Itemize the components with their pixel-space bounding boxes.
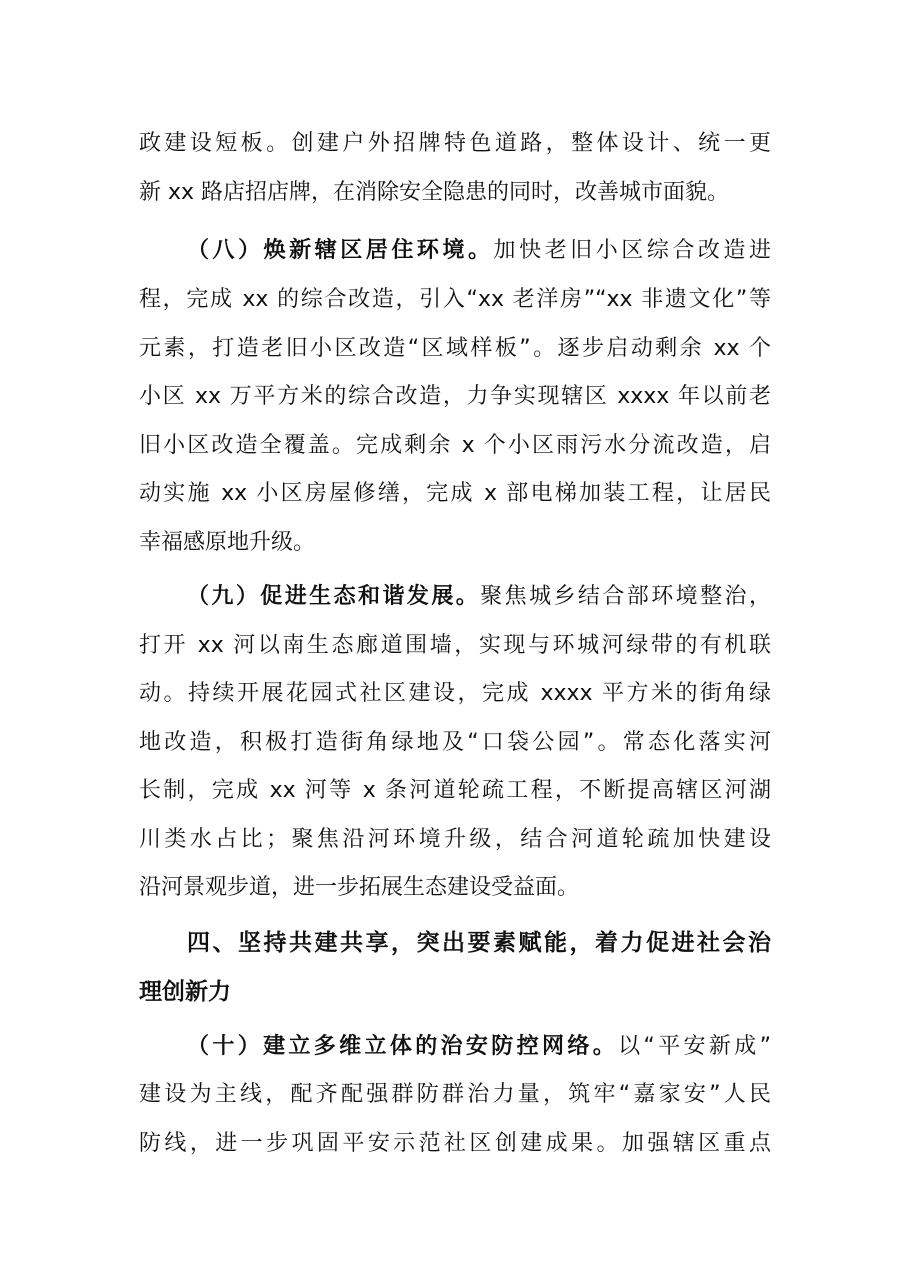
section-heading-line [187, 1032, 771, 1062]
line-text: 防线，进一步巩固平安示范社区创建成果。加强辖区重点 [139, 1131, 771, 1156]
chapter-heading-line [139, 977, 771, 1007]
line-text: 元素，打造老旧小区改造“区域样板”。逐步启动剩余 xx 个 [139, 336, 771, 361]
paragraph-line [139, 728, 771, 758]
line-text: 小区 xx 万平方米的综合改造，力争实现辖区 xxxx 年以前老 [139, 384, 771, 409]
line-text: 加快老旧小区综合改造进 [493, 238, 771, 263]
section-heading-line [187, 236, 771, 266]
line-text: 程，完成 xx 的综合改造，引入“xx 老洋房”“xx 非遗文化”等 [139, 287, 771, 312]
paragraph-line [139, 873, 771, 903]
paragraph-line [139, 631, 771, 661]
paragraph-line [139, 528, 771, 558]
line-text: 动。持续开展花园式社区建设，完成 xxxx 平方米的街角绿 [139, 681, 771, 706]
chapter-heading: 四、坚持共建共享，突出要素赋能，着力促进社会治 [187, 930, 771, 956]
line-text: 建设为主线，配齐配强群防群治力量，筑牢“嘉家安”人民 [139, 1082, 771, 1107]
paragraph-line [139, 285, 771, 315]
paragraph-line [139, 129, 771, 159]
line-text: 幸福感原地升级。 [139, 530, 316, 555]
line-text: 川类水占比；聚焦沿河环境升级，结合河道轮疏加快建设 [139, 827, 771, 852]
line-text: 旧小区改造全覆盖。完成剩余 x 个小区雨污水分流改造，启 [139, 433, 771, 458]
line-text: 打开 xx 河以南生态廊道围墙，实现与环城河绿带的有机联 [139, 633, 771, 658]
section-heading: （十）建立多维立体的治安防控网络。 [187, 1034, 619, 1059]
line-text: 沿河景观步道，进一步拓展生态建设受益面。 [139, 875, 580, 900]
paragraph-line [139, 1080, 771, 1110]
chapter-heading: 理创新力 [139, 979, 231, 1005]
line-text: 地改造，积极打造街角绿地及“口袋公园”。常态化落实河 [139, 730, 771, 755]
chapter-heading-line [187, 928, 771, 958]
paragraph-line [139, 431, 771, 461]
paragraph-line [139, 334, 771, 364]
section-heading: （八）焕新辖区居住环境。 [187, 238, 494, 263]
line-text: 政建设短板。创建户外招牌特色道路，整体设计、统一更 [139, 131, 771, 156]
paragraph-line [139, 1129, 771, 1159]
paragraph-line [139, 825, 771, 855]
section-heading-line [187, 582, 771, 612]
paragraph-line [139, 776, 771, 806]
line-text: 动实施 xx 小区房屋修缮，完成 x 部电梯加装工程，让居民 [139, 481, 771, 506]
paragraph-line [139, 479, 771, 509]
paragraph-line [139, 382, 771, 412]
section-heading: （九）促进生态和谐发展。 [187, 584, 481, 609]
paragraph-line [139, 178, 771, 208]
line-text: 聚焦城乡结合部环境整治， [480, 584, 771, 609]
line-text: 长制，完成 xx 河等 x 条河道轮疏工程，不断提高辖区河湖 [139, 778, 771, 803]
line-text: 以“平安新成” [618, 1034, 771, 1059]
line-text: 新 xx 路店招店牌，在消除安全隐患的同时，改善城市面貌。 [139, 180, 730, 205]
paragraph-line [139, 679, 771, 709]
